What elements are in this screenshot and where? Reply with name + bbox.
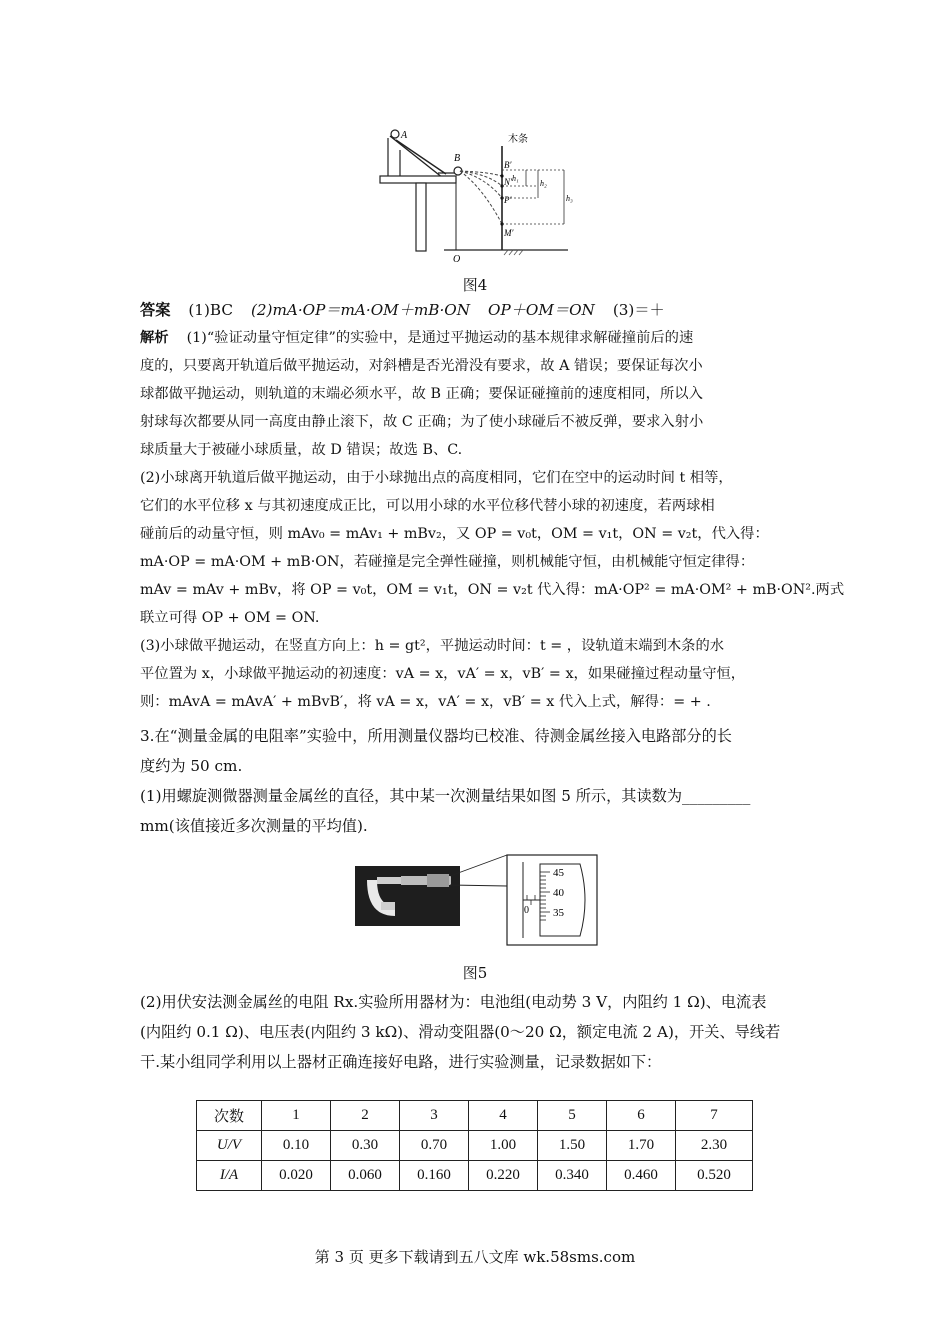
analysis-line: 射球每次都要从同一高度由静止滚下，故 C 正确；为了使小球碰后不被反弹，要求入射小 — [140, 414, 704, 430]
table-cell: 0.520 — [676, 1161, 753, 1191]
table-cell: 1.50 — [538, 1131, 607, 1161]
analysis-line: 球质量大于被碰小球质量，故 D 错误；故选 B、C. — [140, 442, 463, 458]
label-a: A — [401, 130, 408, 141]
analysis-line: mA·OP = mA·OM + mB·ON，若碰撞是完全弹性碰撞，则机械能守恒，由机械能守恒定律得： — [140, 554, 755, 570]
label-n-prime: N′ — [504, 177, 512, 187]
question-3-line: 3.在“测量金属的电阻率”实验中，所用测量仪器均已校准、待测金属丝接入电路部分的长 — [140, 727, 732, 745]
table-cell: 6 — [607, 1101, 676, 1131]
analysis-line: 碰前后的动量守恒，则 mAv₀ = mAv₁ + mBv₂，又 OP = v₀t，OM = v₁t，ON = v₂t，代入得： — [140, 526, 769, 542]
analysis-line: (3)小球做平抛运动，在竖直方向上：h = gt²，平抛运动时间：t = ，设轨道末端到木条的水 — [140, 638, 725, 654]
scale-label-45: 45 — [553, 867, 564, 879]
analysis-line: 度的，只要离开轨道后做平抛运动，对斜槽是否光滑没有要求，故 A 错误；要保证每次小 — [140, 358, 703, 374]
table-cell: 0.10 — [262, 1131, 331, 1161]
label-h2: h₂ — [540, 179, 547, 188]
table-row — [197, 1161, 753, 1191]
label-h1: h₁ — [512, 174, 519, 183]
figure-4-apparatus-diagram — [378, 128, 578, 268]
table-cell: 1.70 — [607, 1131, 676, 1161]
part-2-line: (内阻约 0.1 Ω)、电压表(内阻约 3 kΩ)、滑动变阻器(0～20 Ω，额定电流 2 A)，开关、导线若 — [140, 1023, 781, 1041]
analysis-text: (1)“验证动量守恒定律”的实验中，是通过平抛运动的基本规律求解碰撞前后的速 — [186, 330, 694, 346]
scale-label-0: 0 — [524, 905, 529, 916]
analysis-line: 它们的水平位移 x 与其初速度成正比，可以用小球的水平位移代替小球的初速度，若两球相 — [140, 498, 715, 514]
scale-label-40: 40 — [553, 887, 564, 899]
measurement-table — [196, 1100, 753, 1191]
table-cell: 2 — [331, 1101, 400, 1131]
label-wood: 木条 — [508, 134, 528, 145]
table-cell: I/A — [197, 1161, 262, 1191]
table-cell: 7 — [676, 1101, 753, 1131]
figure-4-caption: 图4 — [462, 276, 488, 294]
table-cell: 次数 — [197, 1101, 262, 1131]
label-b-prime: B′ — [504, 160, 512, 170]
label-o: O — [453, 254, 461, 265]
table-row — [197, 1101, 753, 1131]
table-row — [197, 1131, 753, 1161]
table-cell: 1.00 — [469, 1131, 538, 1161]
table-cell: 0.160 — [400, 1161, 469, 1191]
answer-part-2: (2)mA·OP＝mA·OM＋mB·ON — [250, 301, 471, 319]
label-h3: h₃ — [566, 194, 573, 203]
part-2-line: 干.某小组同学利用以上器材正确连接好电路，进行实验测量，记录数据如下： — [140, 1053, 662, 1071]
answer-part-3: OP＋OM＝ON — [488, 301, 595, 319]
analysis-line-1 — [140, 328, 812, 348]
table-cell: 0.220 — [469, 1161, 538, 1191]
table-cell: 4 — [469, 1101, 538, 1131]
page-footer: 第 3 页 更多下载请到五八文库 wk.58sms.com — [314, 1248, 636, 1266]
table-cell: 0.70 — [400, 1131, 469, 1161]
answer-label: 答案 — [140, 301, 171, 319]
answer-part-1: (1)BC — [188, 301, 233, 319]
figure-5-caption: 图5 — [462, 964, 488, 982]
table-cell: 5 — [538, 1101, 607, 1131]
answer-line — [140, 300, 812, 320]
table-cell: 0.30 — [331, 1131, 400, 1161]
table-cell: 3 — [400, 1101, 469, 1131]
table-cell: 0.060 — [331, 1161, 400, 1191]
label-p-prime: P′ — [504, 195, 512, 205]
table-cell: 0.020 — [262, 1161, 331, 1191]
table-cell: U/V — [197, 1131, 262, 1161]
label-m-prime: M′ — [504, 228, 514, 238]
figure-5-micrometer — [355, 850, 600, 950]
table-cell: 0.340 — [538, 1161, 607, 1191]
question-3-line: 度约为 50 cm. — [140, 757, 243, 775]
scale-label-35: 35 — [553, 907, 564, 919]
analysis-line: 平位置为 x，小球做平抛运动的初速度：vA = x，vA′ = x，vB′ = x，如果碰撞过程动量守恒， — [140, 666, 746, 682]
table-cell: 0.460 — [607, 1161, 676, 1191]
table-cell: 2.30 — [676, 1131, 753, 1161]
answer-part-4: (3)＝＋ — [612, 301, 665, 319]
analysis-label: 解析 — [140, 330, 169, 346]
analysis-line: 则：mAvA = mAvA′ + mBvB′，将 vA = x，vA′ = x，vB′ = x 代入上式，解得：= + . — [140, 694, 711, 710]
table-cell: 1 — [262, 1101, 331, 1131]
analysis-line: 联立可得 OP + OM = ON. — [140, 610, 320, 626]
part-2-line: (2)用伏安法测金属丝的电阻 Rx.实验所用器材为：电池组(电动势 3 V，内阻约 1 Ω)、电流表 — [140, 993, 767, 1011]
question-3-line: mm(该值接近多次测量的平均值). — [140, 817, 368, 835]
analysis-line: mAv = mAv + mBv，将 OP = v₀t，OM = v₁t，ON = v₂t 代入得：mA·OP² = mA·OM² + mB·ON².两式 — [140, 582, 845, 598]
label-b: B — [454, 153, 461, 164]
question-3-line: (1)用螺旋测微器测量金属丝的直径，其中某一次测量结果如图 5 所示，其读数为_________ — [140, 787, 751, 805]
analysis-line: 球都做平抛运动，则轨道的末端必须水平，故 B 正确；要保证碰撞前的速度相同，所以入 — [140, 386, 703, 402]
analysis-line: (2)小球离开轨道后做平抛运动，由于小球抛出点的高度相同，它们在空中的运动时间 t 相等， — [140, 470, 733, 486]
